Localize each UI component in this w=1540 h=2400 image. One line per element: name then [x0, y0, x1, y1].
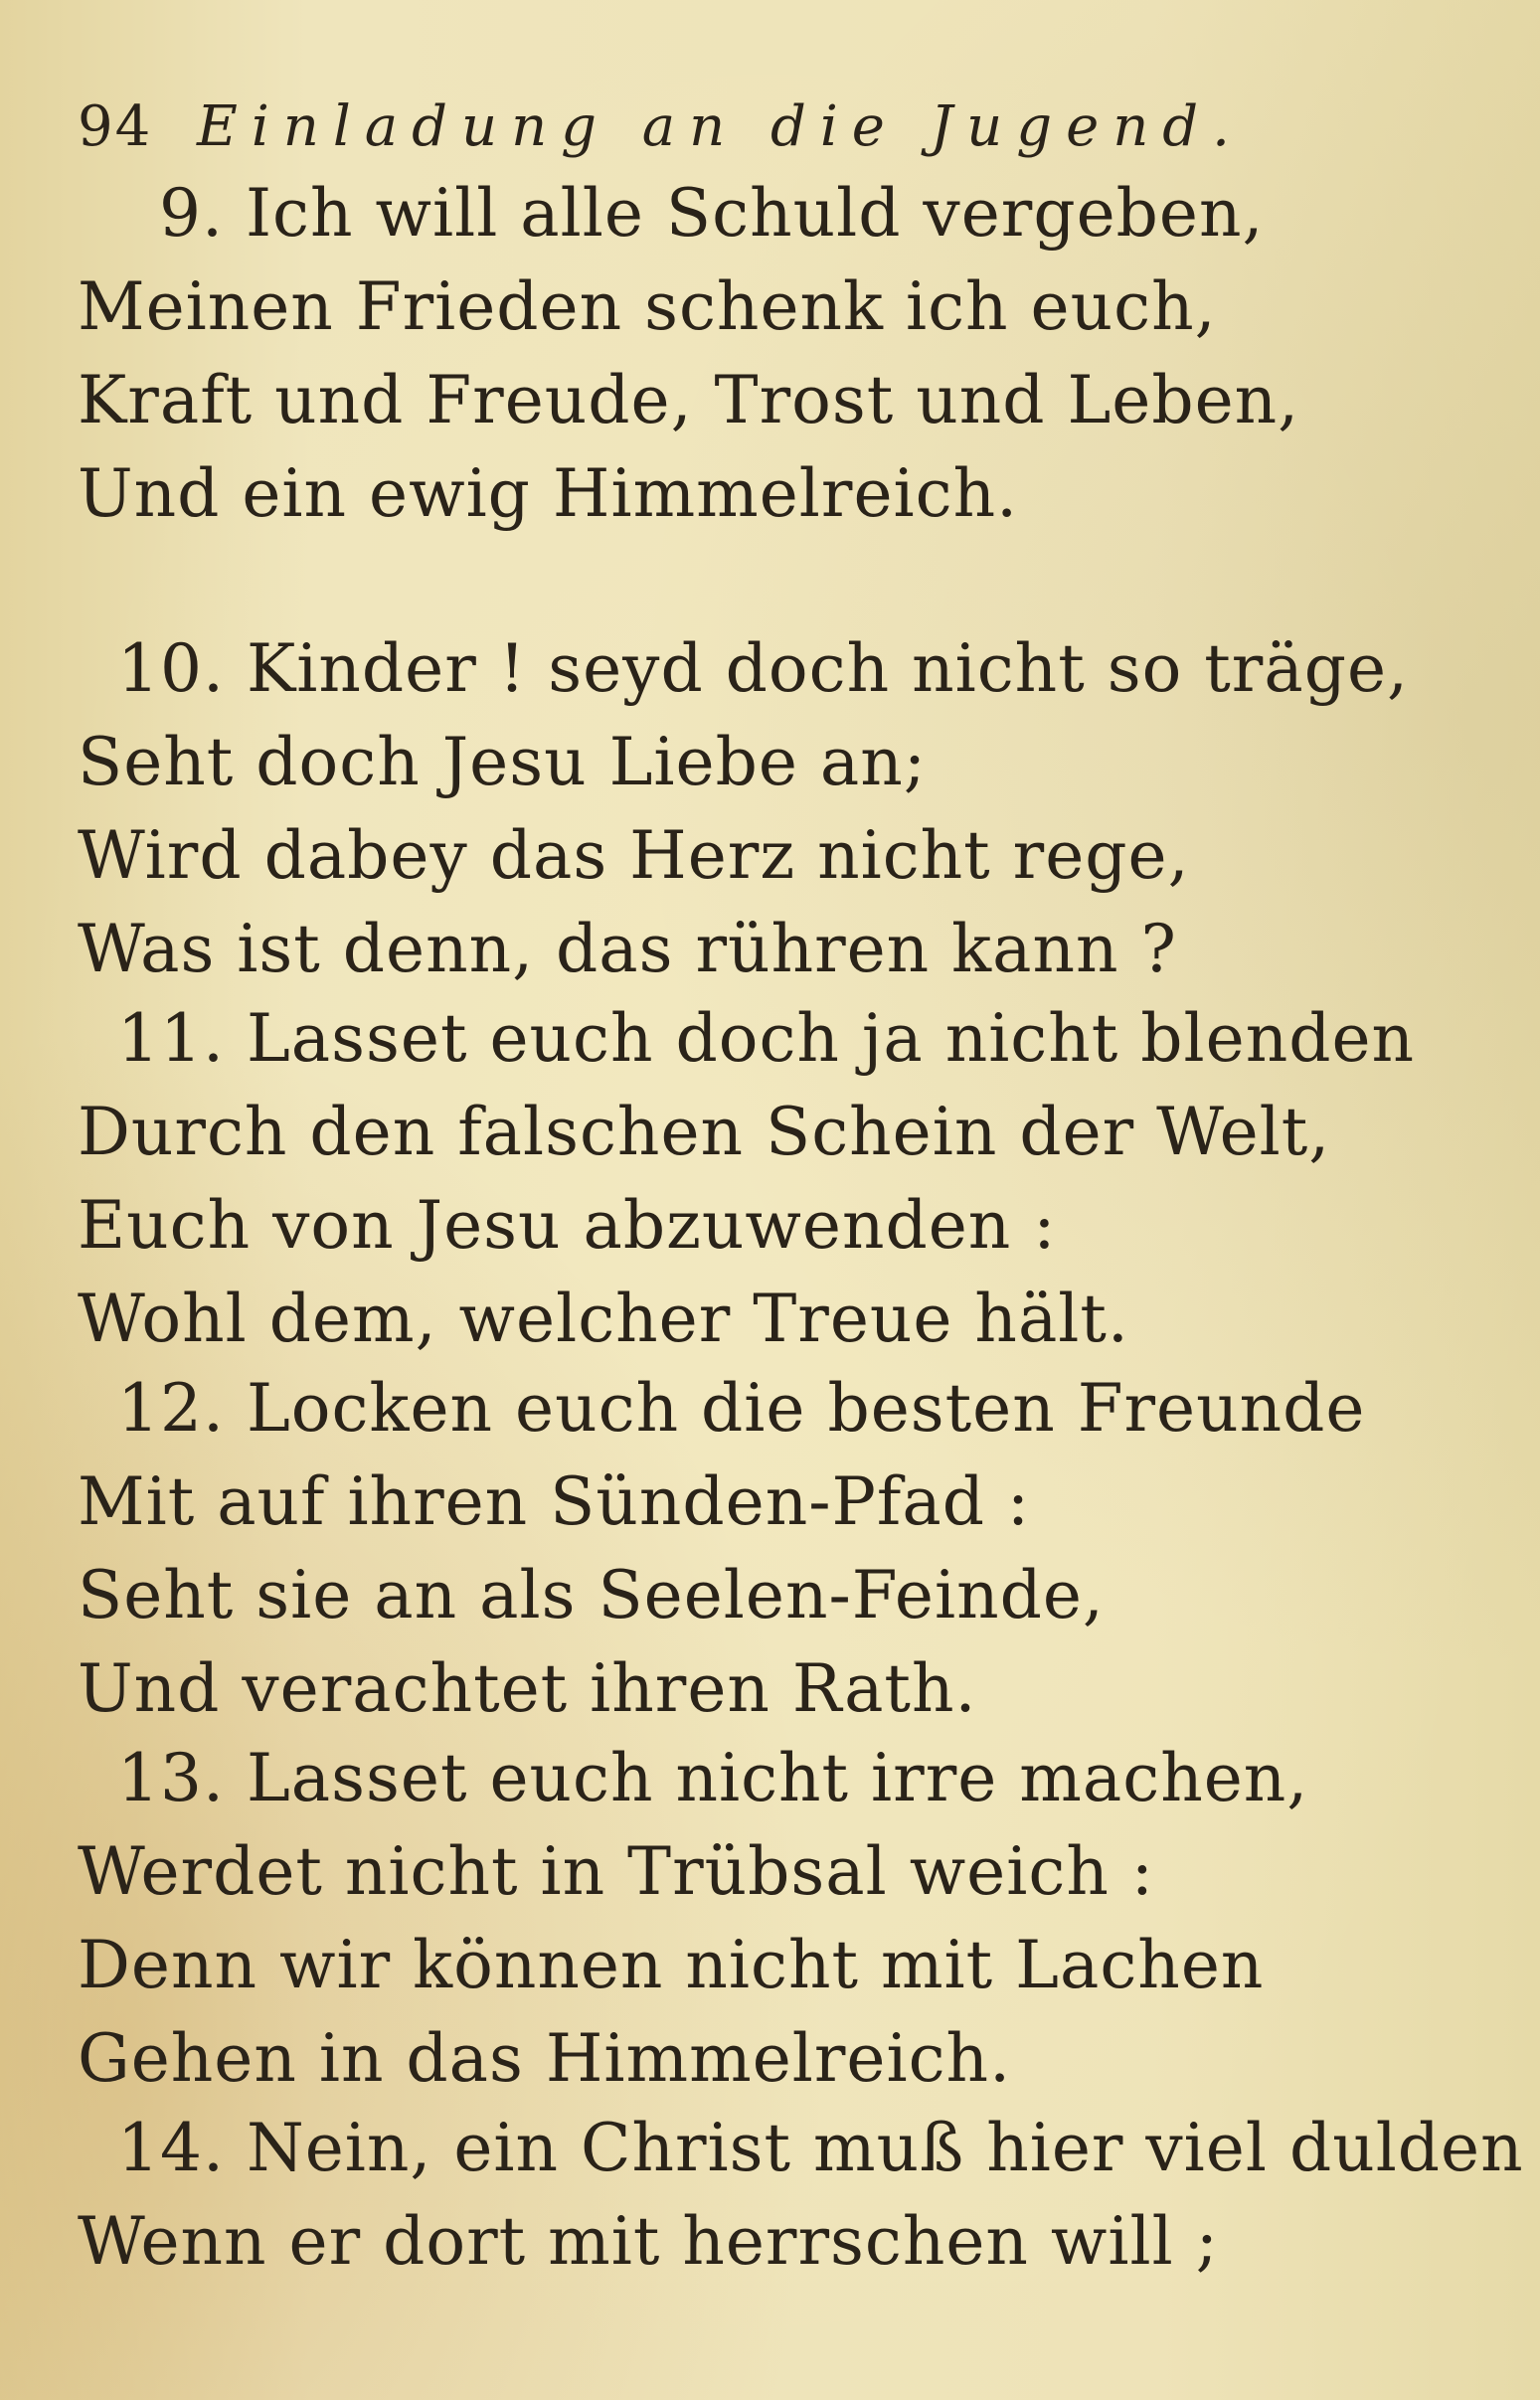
- page-number: 94: [78, 94, 153, 159]
- stanza-10: [78, 622, 1469, 996]
- stanza-line: Was ist denn, das rühren kann ?: [78, 911, 1177, 987]
- stanza-line: Und ein ewig Himmelreich.: [78, 455, 1019, 532]
- verse-text: Kinder ! seyd doch nicht so träge,: [246, 630, 1409, 707]
- stanza-14: [78, 2102, 1524, 2289]
- stanza-number: 10.: [117, 630, 225, 707]
- verse-text: Ich will alle Schuld vergeben,: [245, 175, 1265, 252]
- stanza-line: [78, 1732, 1469, 1825]
- stanza-line: Gehen in das Himmelreich.: [78, 2020, 1012, 2097]
- stanza-line: [78, 1362, 1469, 1456]
- stanza-line: [78, 167, 1469, 260]
- stanza-9: [78, 167, 1469, 541]
- stanza-line: Und verachtet ihren Rath.: [78, 1650, 977, 1727]
- stanza-12: [78, 1362, 1469, 1736]
- stanza-line: Denn wir können nicht mit Lachen: [78, 1927, 1265, 2003]
- stanza-number: 9.: [159, 175, 224, 252]
- stanza-11: [78, 992, 1469, 1366]
- stanza-number: 14.: [117, 2110, 225, 2186]
- stanza-number: 13.: [117, 1740, 225, 1816]
- stanza-line: Wenn er dort mit herrschen will ;: [78, 2203, 1219, 2280]
- stanza-13: [78, 1732, 1469, 2106]
- stanza-line: [78, 622, 1469, 716]
- stanza-line: Wird dabey das Herz nicht rege,: [78, 817, 1190, 894]
- verse-text: Lasset euch nicht irre machen,: [246, 1740, 1309, 1816]
- stanza-line: Euch von Jesu abzuwenden :: [78, 1187, 1057, 1264]
- stanza-line: [78, 2102, 1524, 2195]
- verse-text: Lasset euch doch ja nicht blenden: [246, 1000, 1416, 1077]
- stanza-number: 12.: [117, 1370, 225, 1447]
- stanza-line: Mit auf ihren Sünden-Pfad :: [78, 1463, 1031, 1540]
- stanza-line: Meinen Frieden schenk ich euch,: [78, 268, 1217, 345]
- stanza-number: 11.: [117, 1000, 225, 1077]
- stanza-line: Seht sie an als Seelen-Feinde,: [78, 1557, 1105, 1633]
- stanza-line: Kraft und Freude, Trost und Leben,: [78, 362, 1300, 438]
- stanza-line: Werdet nicht in Trübsal weich :: [78, 1833, 1155, 1910]
- stanza-line: Wohl dem, welcher Treue hält.: [78, 1281, 1129, 1357]
- page-header: [78, 87, 1310, 167]
- verse-text: Locken euch die besten Freunde: [246, 1370, 1366, 1447]
- running-title: Einladung an die Jugend.: [197, 94, 1244, 159]
- stanza-line: Durch den falschen Schein der Welt,: [78, 1094, 1331, 1170]
- stanza-line: Seht doch Jesu Liebe an;: [78, 724, 927, 800]
- stanza-line: [78, 992, 1469, 1086]
- verse-text: Nein, ein Christ muß hier viel dulden: [246, 2110, 1524, 2186]
